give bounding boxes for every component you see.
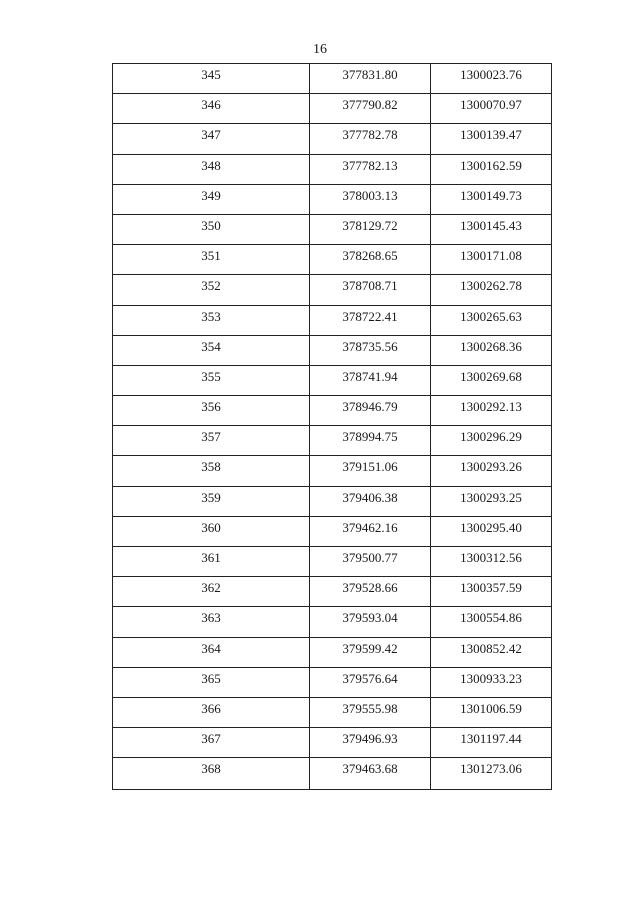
point-number-cell: 363 — [113, 607, 310, 637]
x-coordinate-cell: 378722.41 — [310, 305, 431, 335]
x-coordinate-cell: 378708.71 — [310, 275, 431, 305]
x-coordinate-cell: 379593.04 — [310, 607, 431, 637]
point-number-cell: 357 — [113, 426, 310, 456]
table-row — [113, 516, 552, 546]
y-coordinate-cell: 1300149.73 — [431, 184, 552, 214]
x-coordinate-cell: 379599.42 — [310, 637, 431, 667]
point-number-cell: 362 — [113, 577, 310, 607]
table-row — [113, 124, 552, 154]
y-coordinate-cell: 1300357.59 — [431, 577, 552, 607]
point-number-cell: 348 — [113, 154, 310, 184]
point-number-cell: 359 — [113, 486, 310, 516]
x-coordinate-cell: 379151.06 — [310, 456, 431, 486]
x-coordinate-cell: 377790.82 — [310, 94, 431, 124]
point-number-cell: 353 — [113, 305, 310, 335]
table-row — [113, 396, 552, 426]
x-coordinate-cell: 379496.93 — [310, 728, 431, 758]
x-coordinate-cell: 379406.38 — [310, 486, 431, 516]
table-row — [113, 758, 552, 790]
x-coordinate-cell: 378268.65 — [310, 245, 431, 275]
y-coordinate-cell: 1300171.08 — [431, 245, 552, 275]
x-coordinate-cell: 379463.68 — [310, 758, 431, 790]
table-row — [113, 154, 552, 184]
x-coordinate-cell: 378994.75 — [310, 426, 431, 456]
y-coordinate-cell: 1300139.47 — [431, 124, 552, 154]
point-number-cell: 347 — [113, 124, 310, 154]
table-row — [113, 607, 552, 637]
x-coordinate-cell: 378946.79 — [310, 396, 431, 426]
x-coordinate-cell: 378129.72 — [310, 214, 431, 244]
point-number-cell: 356 — [113, 396, 310, 426]
y-coordinate-cell: 1300268.36 — [431, 335, 552, 365]
x-coordinate-cell: 377831.80 — [310, 64, 431, 94]
table-row — [113, 275, 552, 305]
point-number-cell: 365 — [113, 667, 310, 697]
point-number-cell: 368 — [113, 758, 310, 790]
point-number-cell: 367 — [113, 728, 310, 758]
table-row — [113, 305, 552, 335]
y-coordinate-cell: 1300265.63 — [431, 305, 552, 335]
y-coordinate-cell: 1300293.25 — [431, 486, 552, 516]
y-coordinate-cell: 1301006.59 — [431, 697, 552, 727]
y-coordinate-cell: 1300295.40 — [431, 516, 552, 546]
point-number-cell: 366 — [113, 697, 310, 727]
y-coordinate-cell: 1300293.26 — [431, 456, 552, 486]
point-number-cell: 345 — [113, 64, 310, 94]
point-number-cell: 358 — [113, 456, 310, 486]
table-row — [113, 94, 552, 124]
table-row — [113, 365, 552, 395]
y-coordinate-cell: 1301273.06 — [431, 758, 552, 790]
x-coordinate-cell: 379462.16 — [310, 516, 431, 546]
point-number-cell: 361 — [113, 547, 310, 577]
table-row — [113, 728, 552, 758]
y-coordinate-cell: 1300269.68 — [431, 365, 552, 395]
table-row — [113, 637, 552, 667]
y-coordinate-cell: 1301197.44 — [431, 728, 552, 758]
point-number-cell: 351 — [113, 245, 310, 275]
y-coordinate-cell: 1300292.13 — [431, 396, 552, 426]
point-number-cell: 364 — [113, 637, 310, 667]
point-number-cell: 350 — [113, 214, 310, 244]
y-coordinate-cell: 1300554.86 — [431, 607, 552, 637]
table-row — [113, 184, 552, 214]
point-number-cell: 355 — [113, 365, 310, 395]
table-row — [113, 577, 552, 607]
table-row — [113, 426, 552, 456]
y-coordinate-cell: 1300023.76 — [431, 64, 552, 94]
x-coordinate-cell: 377782.13 — [310, 154, 431, 184]
table-row — [113, 245, 552, 275]
table-row — [113, 697, 552, 727]
y-coordinate-cell: 1300312.56 — [431, 547, 552, 577]
point-number-cell: 360 — [113, 516, 310, 546]
point-number-cell: 352 — [113, 275, 310, 305]
point-number-cell: 349 — [113, 184, 310, 214]
y-coordinate-cell: 1300070.97 — [431, 94, 552, 124]
x-coordinate-cell: 378741.94 — [310, 365, 431, 395]
x-coordinate-cell: 378735.56 — [310, 335, 431, 365]
point-number-cell: 354 — [113, 335, 310, 365]
table-row — [113, 486, 552, 516]
table-row — [113, 456, 552, 486]
y-coordinate-cell: 1300262.78 — [431, 275, 552, 305]
table-row — [113, 64, 552, 94]
x-coordinate-cell: 379500.77 — [310, 547, 431, 577]
y-coordinate-cell: 1300296.29 — [431, 426, 552, 456]
table-row — [113, 335, 552, 365]
y-coordinate-cell: 1300145.43 — [431, 214, 552, 244]
x-coordinate-cell: 379555.98 — [310, 697, 431, 727]
table-row — [113, 547, 552, 577]
y-coordinate-cell: 1300162.59 — [431, 154, 552, 184]
x-coordinate-cell: 379576.64 — [310, 667, 431, 697]
point-number-cell: 346 — [113, 94, 310, 124]
x-coordinate-cell: 377782.78 — [310, 124, 431, 154]
x-coordinate-cell: 378003.13 — [310, 184, 431, 214]
y-coordinate-cell: 1300852.42 — [431, 637, 552, 667]
table-row — [113, 214, 552, 244]
page-number: 16 — [313, 42, 327, 57]
y-coordinate-cell: 1300933.23 — [431, 667, 552, 697]
table-row — [113, 667, 552, 697]
coordinates-table-body — [113, 64, 552, 790]
coordinates-table — [112, 63, 552, 790]
x-coordinate-cell: 379528.66 — [310, 577, 431, 607]
